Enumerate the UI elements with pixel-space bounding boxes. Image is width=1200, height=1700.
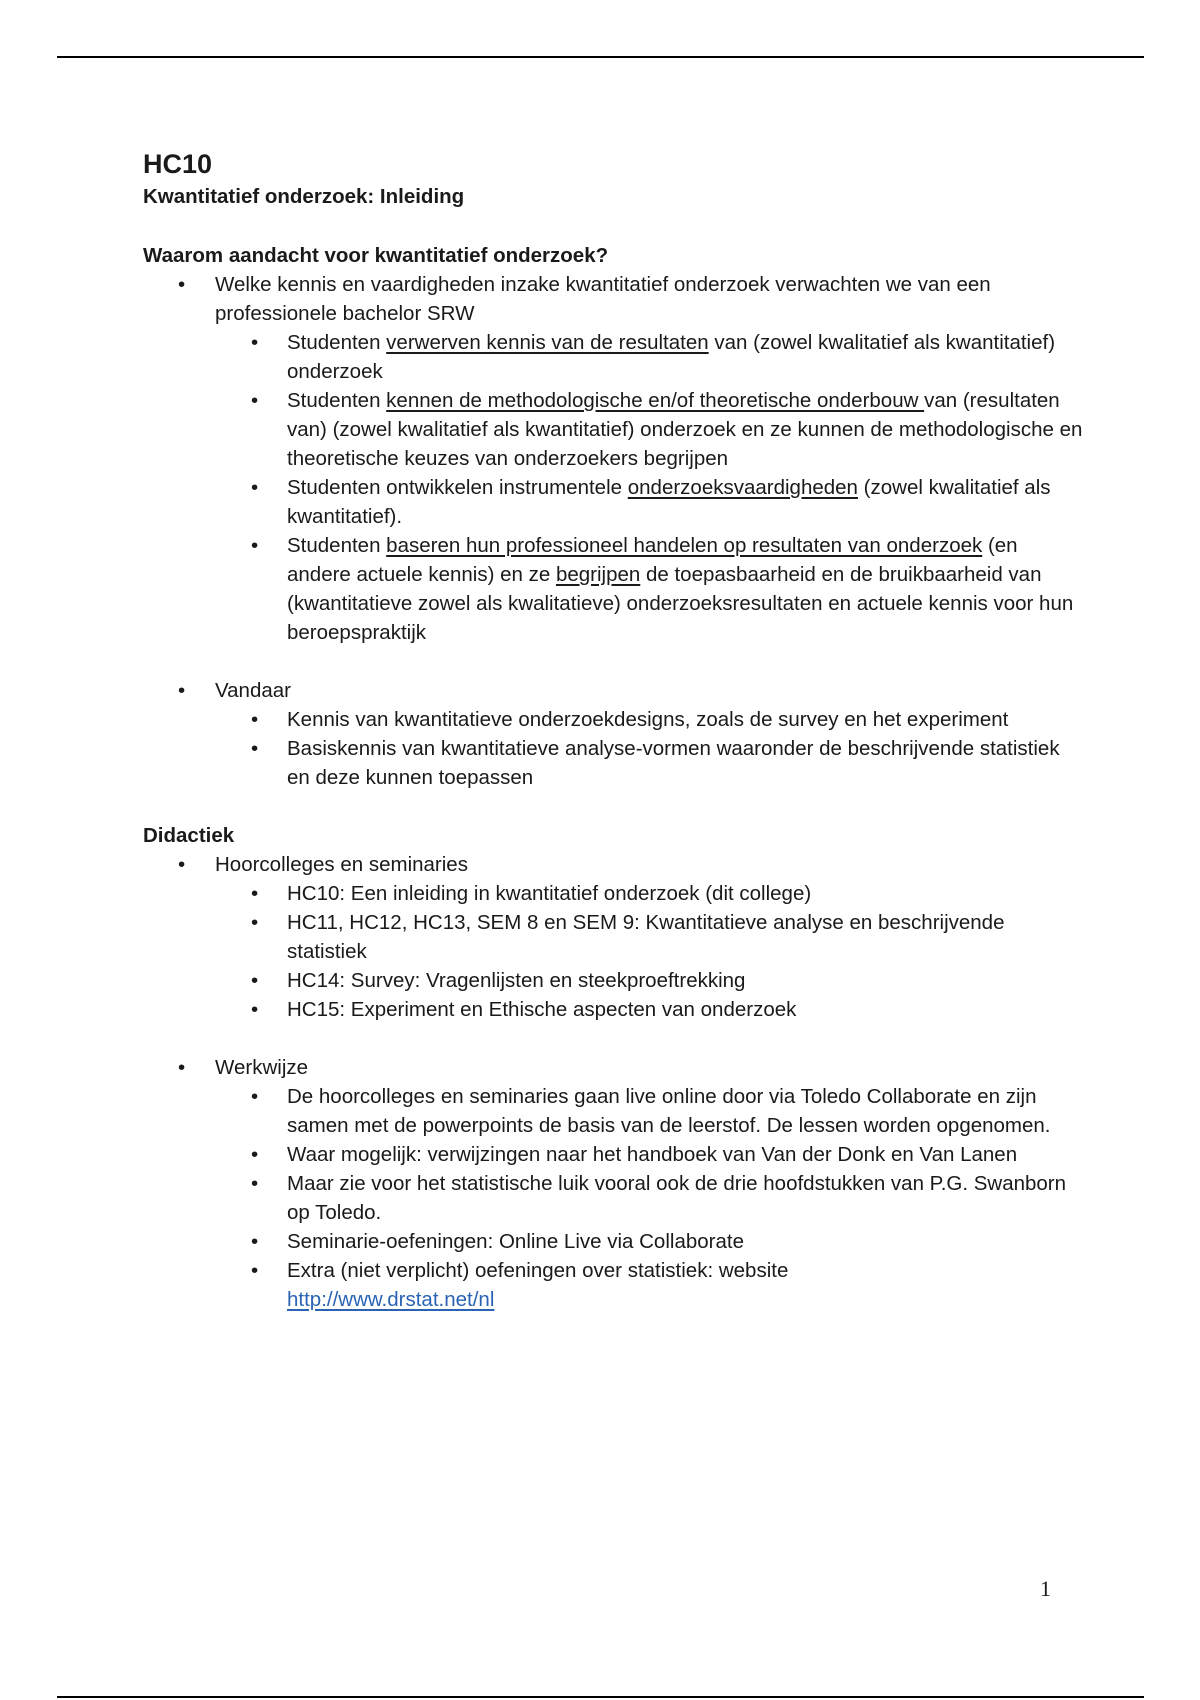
- bullet-text: Welke kennis en vaardigheden inzake kwantitatief onderzoek verwachten we van een professionele bachelor SRW: [215, 273, 991, 325]
- list-item: • Studenten verwerven kennis van de resultaten van (zowel kwalitatief als kwantitatief) onderzoek: [215, 328, 1083, 386]
- section-why-list: [143, 270, 1083, 647]
- list-item: • Maar zie voor het statistische luik vooral ook de drie hoofdstukken van P.G. Swanborn op Toledo.: [215, 1169, 1083, 1227]
- drstat-link[interactable]: http://www.drstat.net/nl: [287, 1288, 495, 1311]
- sub-list: [215, 705, 1083, 792]
- bullet-text: Vandaar: [215, 679, 291, 702]
- section-heading-didactiek: Didactiek: [143, 824, 235, 847]
- list-item: • De hoorcolleges en seminaries gaan live online door via Toledo Collaborate en zijn samen met de powerpoints de basis van de leerstof. De lessen worden opgenomen.: [215, 1082, 1083, 1140]
- footer-rule: [57, 1696, 1144, 1698]
- document-body: [143, 146, 1083, 1314]
- sub-list: [215, 328, 1083, 647]
- list-item: • Extra (niet verplicht) oefeningen over statistiek: website http://www.drstat.net/nl: [215, 1256, 1083, 1314]
- list-item: • Seminarie-oefeningen: Online Live via Collaborate: [215, 1227, 1083, 1256]
- list-item: [143, 270, 1083, 647]
- section-why-list-2: [143, 676, 1083, 792]
- list-item: • HC15: Experiment en Ethische aspecten van onderzoek: [215, 995, 1083, 1024]
- section-didactiek-list-2: [143, 1053, 1083, 1314]
- bullet-text: Hoorcolleges en seminaries: [215, 853, 468, 876]
- list-item: • HC10: Een inleiding in kwantitatief onderzoek (dit college): [215, 879, 1083, 908]
- page-number: 1: [1040, 1576, 1051, 1601]
- list-item: • HC14: Survey: Vragenlijsten en steekproeftrekking: [215, 966, 1083, 995]
- page-title: HC10: [143, 149, 213, 179]
- list-item: • Kennis van kwantitatieve onderzoekdesigns, zoals de survey en het experiment: [215, 705, 1083, 734]
- section-heading-why: Waarom aandacht voor kwantitatief onderzoek?: [143, 244, 609, 267]
- list-item: • Basiskennis van kwantitatieve analyse-vormen waaronder de beschrijvende statistiek en deze kunnen toepassen: [215, 734, 1083, 792]
- list-item: [143, 1053, 1083, 1314]
- list-item: [143, 676, 1083, 792]
- sub-list: [215, 879, 1083, 1024]
- list-item: [143, 850, 1083, 1024]
- sub-list: [215, 1082, 1083, 1314]
- list-item: • Waar mogelijk: verwijzingen naar het handboek van Van der Donk en Van Lanen: [215, 1140, 1083, 1169]
- header-rule: [57, 56, 1144, 58]
- list-item: • Studenten baseren hun professioneel handelen op resultaten van onderzoek (en andere actuele kennis) en ze begrijpen de toepasbaarheid en de bruikbaarheid van (kwantitatieve zowel als kwalitatieve) onderzoeksresultaten en actuele kennis voor hun beroepspraktijk: [215, 531, 1083, 647]
- page-subtitle: Kwantitatief onderzoek: Inleiding: [143, 185, 465, 208]
- list-item: • Studenten kennen de methodologische en/of theoretische onderbouw van (resultaten van) (zowel kwalitatief als kwantitatief) onderzoek en ze kunnen de methodologische en theoretische keuzes van onderzoekers begrijpen: [215, 386, 1083, 473]
- list-item: • Studenten ontwikkelen instrumentele onderzoeksvaardigheden (zowel kwalitatief als kwantitatief).: [215, 473, 1083, 531]
- section-didactiek-list: [143, 850, 1083, 1024]
- list-item: • HC11, HC12, HC13, SEM 8 en SEM 9: Kwantitatieve analyse en beschrijvende statistiek: [215, 908, 1083, 966]
- bullet-text: Werkwijze: [215, 1056, 309, 1079]
